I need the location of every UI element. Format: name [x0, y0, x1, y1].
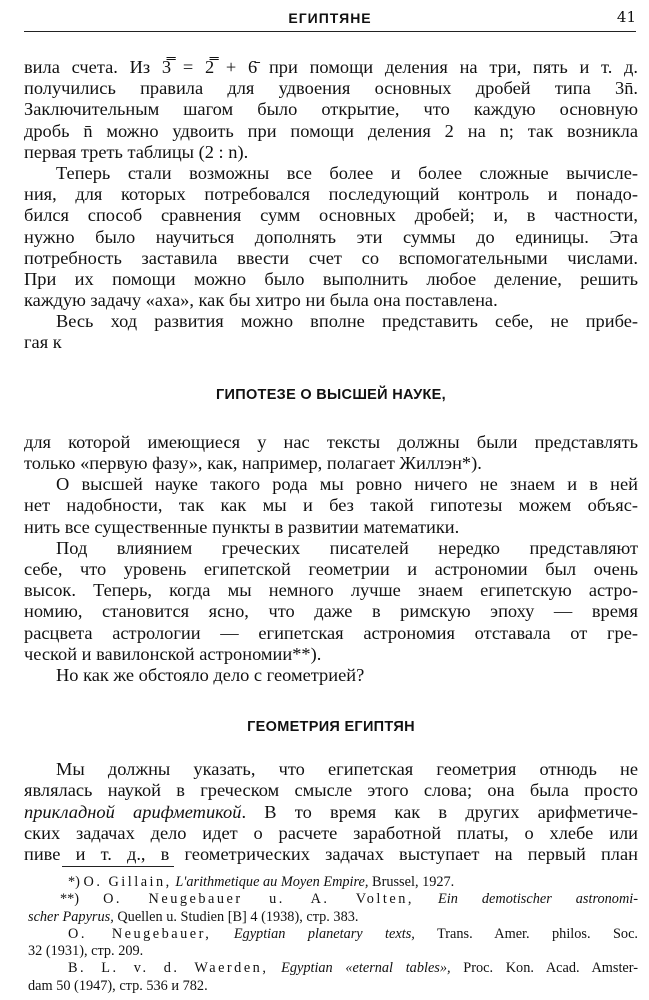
text-line: только «первую фазу», как, например, полагает Жиллэн*). [24, 453, 482, 473]
paragraph [24, 432, 638, 474]
text-line: для которой имеющиеся у нас тексты должны были представлять [24, 431, 638, 452]
text-line: каждую задачу «аха», как бы хитро ни была она поставлена. [24, 290, 498, 311]
text-line: Под влиянием греческих писателей нередко представляют [56, 537, 638, 558]
paragraph [24, 538, 638, 665]
footnote-marker: *) [68, 874, 80, 890]
text-line: бился способ сравнения сумм основных дробей; и, в частности, [24, 205, 638, 226]
footnote-source: Trans. Amer. philos. Soc. [437, 925, 638, 942]
spacer [24, 738, 638, 759]
footnote-marker: **) [60, 891, 80, 908]
paragraph [24, 163, 638, 311]
footnote-title: Egyptian planetary texts, [233, 925, 415, 942]
footnote-source: dam 50 (1947), стр. 536 и 782. [28, 977, 208, 994]
text-line: Теперь стали возможны все более и более сложные вычисле- [56, 162, 638, 183]
text-line: гая к [24, 332, 62, 353]
text-line: вила счета. Из 3̿ = 2̿ + 6̄ при помощи деления на три, пять и т. д. [24, 57, 638, 77]
footnote-title: L'arithmetique au Moyen Empire, [175, 874, 369, 890]
footnote-3 [28, 926, 638, 943]
footnote-3-cont [28, 943, 638, 960]
text-line [24, 802, 638, 823]
footnote-author: O. Neugebauer u. A. Volten, [103, 891, 414, 908]
footnote-title: scher Papyrus, [28, 908, 114, 925]
section-heading: ГИПОТЕЗЕ О ВЫСШЕЙ НАУКЕ, [216, 386, 446, 403]
footnote-4-cont [28, 978, 638, 995]
paragraph [24, 759, 638, 865]
footnote-author: B. L. v. d. Waerden, [68, 960, 269, 977]
footnote-rule [62, 866, 174, 867]
footnotes [28, 874, 638, 995]
text-line: потребность заставила ввести счет со вспомогательными числами. [24, 247, 638, 268]
text-line: ских задачах дело идет о расчете заработной платы, о хлебе или [24, 822, 638, 843]
text-run: . В то время как в других арифметиче- [241, 801, 639, 822]
page-number: 41 [616, 8, 636, 26]
text-line: пиве и т. д., в геометрических задачах выступает на первый план [24, 844, 638, 864]
text-line: Мы должны указать, что египетская геометрия отнюдь не [56, 759, 638, 780]
footnote-title: Ein demotischer astronomi- [437, 891, 639, 908]
main-text [24, 57, 638, 865]
footnote-4 [28, 960, 638, 977]
text-line: первая треть таблицы (2 : n). [24, 141, 249, 162]
text-line: себе, что уровень египетской геометрии и астрономии был очень [24, 558, 638, 579]
text-line: ческой и вавилонской астрономии**). [24, 643, 322, 664]
page-header [24, 8, 636, 30]
text-line: Весь ход развития можно вполне представить себе, не прибе- [56, 311, 638, 332]
text-line: расцвета астрологии — египетская астрономия отставала от гре- [24, 622, 638, 643]
footnote-author: O. Neugebauer, [68, 925, 212, 942]
footnote-2 [28, 891, 638, 908]
footnote-1 [28, 874, 638, 891]
text-line: высок. Теперь, когда мы немного лучше знаем египетскую астро- [24, 580, 638, 601]
text-line: получились правила для удвоения основных дробей типа 3n̄. [24, 78, 638, 99]
footnote-source: 32 (1931), стр. 209. [28, 943, 144, 960]
spacer [24, 686, 638, 717]
paragraph [24, 57, 638, 163]
footnote-author: O. Gillain, [83, 874, 172, 890]
footnote-2-cont [28, 909, 638, 926]
footnote-source: Proc. Kon. Acad. Amster- [463, 960, 639, 977]
section-heading: ГЕОМЕТРИЯ ЕГИПТЯН [247, 719, 415, 736]
header-rule [24, 31, 636, 32]
text-line: являлась наукой в греческом смысле этого слова; она была просто [24, 780, 638, 801]
text-line: номию, становится ясно, что даже в римскую эпоху — время [24, 601, 638, 622]
footnote-title: Egyptian «eternal tables», [281, 960, 451, 977]
footnote-source: Brussel, 1927. [372, 874, 455, 890]
text-line: Но как же обстояло дело с геометрией? [56, 664, 365, 685]
emphasis: прикладной арифметикой [24, 801, 242, 822]
text-line: нить все существенные пункты в развитии математики. [24, 516, 460, 537]
text-line: дробь n̄ можно удвоить при помощи деления 2 на n; так возникла [24, 120, 638, 141]
footnote-source: Quellen u. Studien [B] 4 (1938), стр. 383. [117, 908, 359, 925]
text-line: Заключительным шагом было открытие, что каждую основную [24, 99, 638, 120]
text-line: нет надобности, так как мы и без такой гипотезы можем объяс- [24, 495, 638, 516]
text-line: ния, для которых потребовался последующий контроль и понадо- [24, 184, 638, 205]
spacer [24, 354, 638, 385]
text-line: При их помощи можно было выполнить любое деление, решить [24, 268, 638, 289]
paragraph [24, 311, 638, 353]
spacer [24, 406, 638, 432]
text-line: О высшей науке такого рода мы ровно ничего не знаем и в ней [56, 474, 638, 495]
paragraph [24, 474, 638, 538]
running-title: ЕГИПТЯНЕ [288, 10, 372, 26]
text-line: нужно было научиться дополнять эти суммы до единицы. Эта [24, 226, 638, 247]
paragraph [24, 665, 638, 686]
